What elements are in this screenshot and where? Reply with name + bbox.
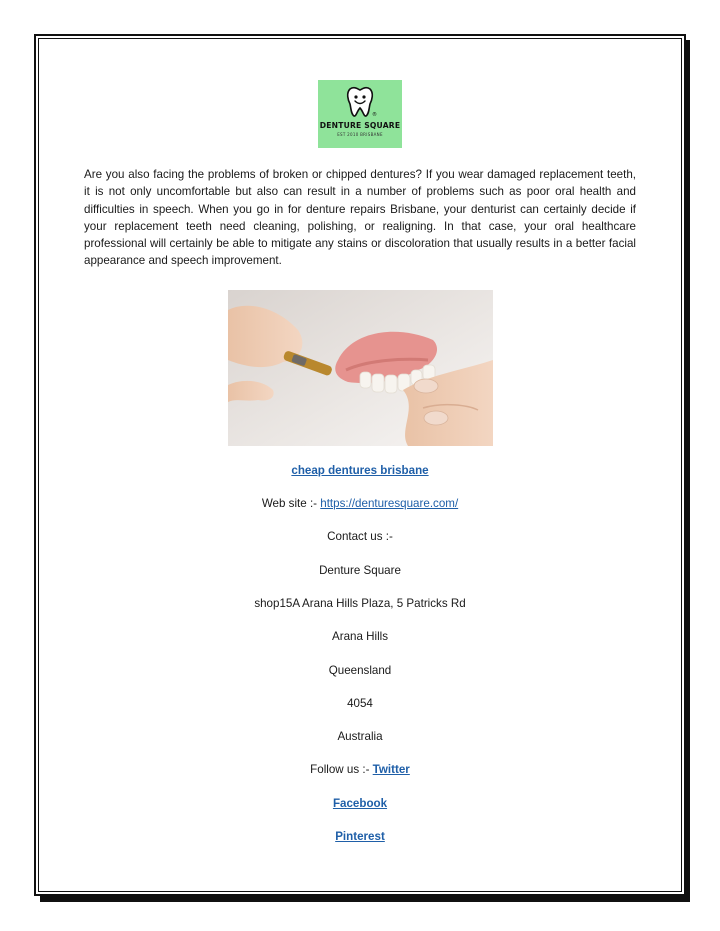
follow-line xyxy=(84,753,636,786)
street-address: shop15A Arana Hills Plaza, 5 Patricks Rd xyxy=(254,596,466,610)
logo-tagline: EST 2010 BRISBANE xyxy=(337,132,383,137)
contact-heading: Contact us :- xyxy=(327,530,393,544)
pinterest-link[interactable]: Pinterest xyxy=(335,830,385,844)
intro-paragraph: Are you also facing the problems of broken or chipped dentures? If you wear damaged replacement teeth, it is not only uncomfortable but also can result in a number of problems such as poor oral health and difficulties in speech. When you go in for denture repairs Brisbane, your denturist can certainly decide if your replacement teeth need cleaning, polishing, or realigning. In that case, your oral healthcare professional will certainly be able to mitigate any stains or discoloration that usually results in a better facial appearance and speech improvement. xyxy=(84,168,636,268)
website-label: Web site :- xyxy=(261,497,321,511)
facebook-link[interactable]: Facebook xyxy=(332,796,388,810)
state: Queensland xyxy=(328,663,392,677)
follow-label: Follow us :- xyxy=(310,763,373,777)
business-name: Denture Square xyxy=(319,563,401,577)
twitter-link[interactable]: Twitter xyxy=(372,763,410,777)
contact-section xyxy=(84,454,636,854)
website-link[interactable]: https://denturesquare.com/ xyxy=(320,497,459,511)
denture-repair-photo xyxy=(228,290,493,446)
suburb: Arana Hills xyxy=(331,630,389,644)
logo-name: DENTURE SQUARE xyxy=(319,121,401,130)
postcode: 4054 xyxy=(347,696,373,710)
document-content xyxy=(84,80,636,853)
svg-text:®: ® xyxy=(372,112,377,118)
country: Australia xyxy=(337,730,383,744)
website-line xyxy=(84,487,636,520)
tooth-icon xyxy=(345,86,375,118)
denture-square-logo xyxy=(318,80,402,148)
cheap-dentures-link[interactable]: cheap dentures brisbane xyxy=(291,463,429,477)
